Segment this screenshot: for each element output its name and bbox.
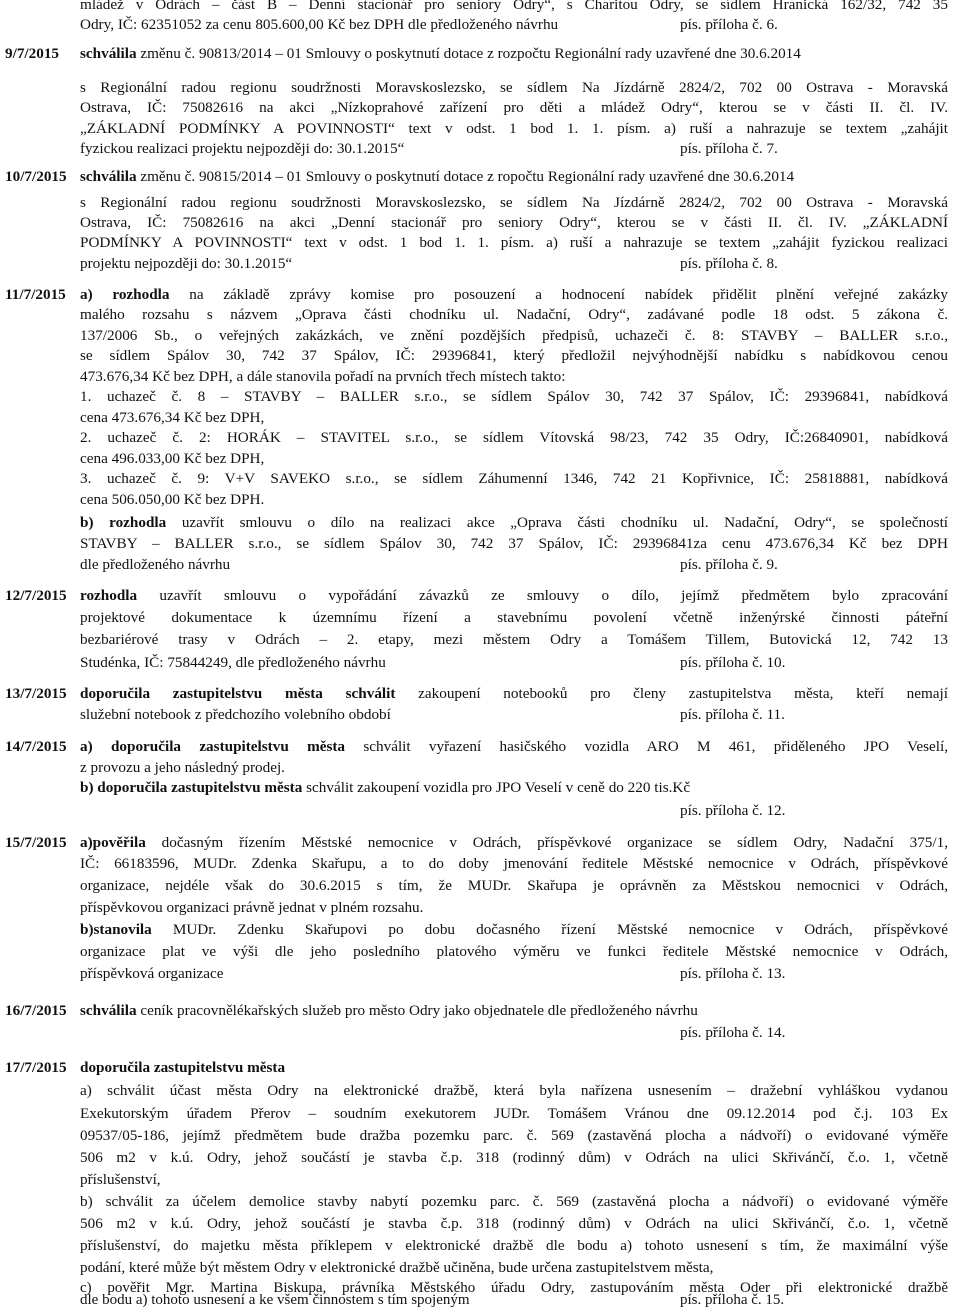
text-line: Studénka, IČ: 75844249, dle předloženého návrhu bbox=[80, 654, 386, 671]
text-line: 3. uchazeč č. 9: V+V SAVEKO s.r.o., se sídlem Záhumenní 1346, 742 21 Kopřivnice, IČ: 25818881, nabídková bbox=[80, 470, 948, 487]
text-span: dočasným řízením Městské nemocnice v Odrách, příspěvkové organizace se sídlem Odry, Nadační 375/1, bbox=[161, 834, 948, 851]
resolution-number: 10/7/2015 bbox=[5, 168, 67, 185]
text-line bbox=[80, 920, 948, 940]
text-line: organizace plat ve výši dle jeho posledního platového výměru ve funkci ředitele Městské nemocnice v Odrách, bbox=[80, 943, 948, 960]
text-line: b) schválit za účelem demolice stavby nabytí pozemku parc. č. 569 (zastavěná plocha a nádvoří) o evidované výměře bbox=[80, 1193, 948, 1210]
text-line: se sídlem Spálov 30, 742 37 Spálov, IČ: 29396841, který předložil nejvýhodnější nabídku s nabídkovou cenou bbox=[80, 347, 948, 364]
text-line bbox=[80, 833, 948, 853]
text-line: Odry, IČ: 62351052 za cenu 805.600,00 Kč bez DPH dle předloženého návrhu bbox=[80, 16, 559, 33]
text-line: bezbariérové trasy v Odrách – 2. etapy, mezi městem Odry a Tomášem Tillem, Butovická 12, 742 13 bbox=[80, 631, 948, 648]
resolution-verb: schválila bbox=[80, 45, 137, 62]
text-span: MUDr. Zdenku Skařupovi po dobu dočasného řízení Městské nemocnice v Odrách, příspěvkové bbox=[172, 921, 949, 938]
text-line: 2. uchazeč č. 2: HORÁK – STAVITEL s.r.o., se sídlem Vítovská 98/23, 742 35 Odry, IČ:26840901, nabídková bbox=[80, 429, 948, 446]
resolution-number: 14/7/2015 bbox=[5, 738, 67, 755]
text-line: malého rozsahu s názvem „Oprava části chodníku ul. Nadační, Odry“, zadávané podle 18 odst. 5 zákona č. bbox=[80, 306, 948, 323]
text-line: příspěvková organizace bbox=[80, 965, 224, 982]
resolution-verb: doporučila zastupitelstvu města schválit bbox=[80, 685, 396, 702]
resolution-verb: a) rozhodla bbox=[80, 286, 170, 303]
text-line: organizace, nejdéle však do 30.6.2015 s tím, že MUDr. Skařupa je oprávněn za Městskou nemocnici v Odrách, bbox=[80, 877, 948, 894]
resolution-number: 16/7/2015 bbox=[5, 1002, 67, 1019]
attachment-ref: pís. příloha č. 7. bbox=[680, 140, 778, 157]
text-line: z provozu a jeho následný prodej. bbox=[80, 759, 285, 776]
resolution-number: 12/7/2015 bbox=[5, 587, 67, 604]
text-line: PODMÍNKY A POVINNOSTI“ text v odst. 1 bod 1. 1. písm. a) ruší a nahrazuje se textem „zahájit fyzickou realizaci bbox=[80, 234, 948, 251]
text-span: schválit vyřazení hasičského vozidla ARO M 461, přiděleného JPO Veselí, bbox=[363, 738, 949, 755]
resolution-verb: b) rozhodla bbox=[80, 514, 167, 531]
text-line bbox=[80, 778, 948, 798]
text-span: zakoupení notebooků pro členy zastupitelstva města, kteří nemají bbox=[418, 685, 948, 702]
text-line: cena 473.676,34 Kč bez DPH, bbox=[80, 409, 265, 426]
text-line: příslušenství, bbox=[80, 1171, 161, 1188]
text-span: uzavřít smlouvu o vypořádání závazků ze smlouvy o dílo, jejímž předmětem bylo zpracování bbox=[159, 587, 948, 604]
text-line: Exekutorským úřadem Přerov – soudním exekutorem JUDr. Tomášem Vránou dne 09.12.2014 pod č.j. 103 Ex bbox=[80, 1105, 948, 1122]
text-line bbox=[80, 167, 948, 187]
attachment-ref: pís. příloha č. 14. bbox=[680, 1024, 786, 1041]
text-line bbox=[80, 1058, 948, 1078]
text-line: dle bodu a) tohoto usnesení a ke všem činnostem s tím spojeným bbox=[80, 1292, 470, 1308]
text-line: s Regionální radou regionu soudržnosti Moravskoslezsko, se sídlem Na Jízdárně 2824/2, 702 00 Ostrava - Moravská bbox=[80, 79, 948, 96]
text-line: STAVBY – BALLER s.r.o., se sídlem Spálov 30, 742 37 Spálov, IČ: 29396841za cenu 473.676,34 Kč bez DPH bbox=[80, 535, 948, 552]
text-line bbox=[80, 1001, 948, 1021]
attachment-ref: pís. příloha č. 11. bbox=[680, 706, 785, 723]
text-line bbox=[80, 285, 948, 305]
resolution-number: 15/7/2015 bbox=[5, 834, 67, 851]
text-line: fyzickou realizaci projektu nejpozději do: 30.1.2015“ bbox=[80, 140, 405, 157]
text-span: na základě zprávy komise pro posouzení a hodnocení nabídek přidělit plnění veřejné zakázky bbox=[189, 286, 948, 303]
text-line bbox=[80, 44, 948, 64]
attachment-ref: pís. příloha č. 8. bbox=[680, 255, 778, 272]
text-line: cena 496.033,00 Kč bez DPH, bbox=[80, 450, 265, 467]
text-line: s Regionální radou regionu soudržnosti Moravskoslezsko, se sídlem Na Jízdárně 2824/2, 702 00 Ostrava - Moravská bbox=[80, 194, 948, 211]
resolution-verb: doporučila zastupitelstvu města bbox=[80, 1059, 286, 1076]
resolution-verb: schválila bbox=[80, 168, 137, 185]
text-span: uzavřít smlouvu o dílo na realizaci akce „Oprava části chodníku ul. Nadační, Odry“, se společností bbox=[181, 514, 949, 531]
text-line: IČ: 66183596, MUDr. Zdenka Skařupu, a to do doby jmenování ředitele Městské nemocnice v Odrách, příspěvkové bbox=[80, 855, 948, 872]
resolution-verb: a) doporučila zastupitelstvu města bbox=[80, 738, 346, 755]
text-line: dle předloženého návrhu bbox=[80, 556, 231, 573]
text-line: příspěvkovou organizaci právně jednat v plném rozsahu. bbox=[80, 899, 424, 916]
text-line: 473.676,34 Kč bez DPH, a dále stanovila pořadí na prvních třech místech takto: bbox=[80, 368, 566, 385]
text-span: změnu č. 90815/2014 – 01 Smlouvy o poskytnutí dotace z ropočtu Regionální rady uzavřené dne 30.6.2014 bbox=[140, 168, 795, 185]
text-line: a) schválit účast města Odry na elektronické dražbě, která byla nařízena usnesením – dražební vyhláškou vydanou bbox=[80, 1082, 948, 1099]
text-line: cena 506.050,00 Kč bez DPH. bbox=[80, 491, 265, 508]
text-line bbox=[80, 684, 948, 704]
resolution-number: 13/7/2015 bbox=[5, 685, 67, 702]
text-line: Ostrava, IČ: 75082616 na akci „Nízkoprahové zařízení pro děti a mládež Odry“, kterou se v části II. čl. IV. bbox=[80, 99, 948, 116]
attachment-ref: pís. příloha č. 6. bbox=[680, 16, 778, 33]
text-line: podání, které může být městem Odry v elektronické dražbě učiněna, bude určena zastupitelstvem města, bbox=[80, 1259, 714, 1276]
attachment-ref: pís. příloha č. 9. bbox=[680, 556, 778, 573]
text-line: projektové dokumentace k územnímu řízení a stavebnímu povolení včetně inženýrské činnosti páteřní bbox=[80, 609, 948, 626]
text-line: 506 m2 v k.ú. Odry, jehož součástí je stavba č.p. 318 (rodinný dům) v Odrách na ulici Skřivánčí, č.o. 1, včetně bbox=[80, 1149, 948, 1166]
text-line: 1. uchazeč č. 8 – STAVBY – BALLER s.r.o., se sídlem Spálov 30, 742 37 Spálov, IČ: 29396841, nabídková bbox=[80, 388, 948, 405]
text-line: „ZÁKLADNÍ PODMÍNKY A POVINNOSTI“ text v odst. 1 bod 1. 1. písm. a) ruší a nahrazuje se textem „zahájit bbox=[80, 120, 948, 137]
text-line: c) pověřit Mgr. Martina Biskupa, právníka Městského úřadu Odry, zastupováním města Oder při elektronické dražbě bbox=[80, 1280, 948, 1296]
attachment-ref: pís. příloha č. 12. bbox=[680, 802, 786, 819]
text-line: příslušenství, do majetku města příklepem v elektronické dražbě dle bodu a) tohoto usnesení s tím, že maximální výše bbox=[80, 1237, 948, 1254]
text-line: projektu nejpozději do: 30.1.2015“ bbox=[80, 255, 293, 272]
text-line: služební notebook z předchozího volebního období bbox=[80, 706, 391, 723]
text-line bbox=[80, 586, 948, 606]
text-line: 506 m2 v k.ú. Odry, jehož součástí je stavba č.p. 318 (rodinný dům) v Odrách na ulici Skřivánčí, č.o. 1, včetně bbox=[80, 1215, 948, 1232]
resolution-verb: b) doporučila zastupitelstvu města bbox=[80, 779, 303, 796]
text-span: změnu č. 90813/2014 – 01 Smlouvy o poskytnutí dotace z rozpočtu Regionální rady uzavřené dne 30.6.2014 bbox=[140, 45, 801, 62]
resolution-verb: a)pověřila bbox=[80, 834, 146, 851]
attachment-ref: pís. příloha č. 13. bbox=[680, 965, 786, 982]
attachment-ref: pís. příloha č. 15. bbox=[680, 1292, 785, 1308]
text-span: ceník pracovnělékařských služeb pro město Odry jako objednatele dle předloženého návrhu bbox=[140, 1002, 698, 1019]
text-line: mládež v Odrách – část B – Denní stacionář pro seniory Odry“, s Charitou Odry, se sídlem Hranická 162/32, 742 35 bbox=[80, 0, 948, 13]
text-line: Ostrava, IČ: 75082616 na akci „Denní stacionář pro seniory Odry“, kterou se v části II. čl. IV. „ZÁKLADNÍ bbox=[80, 214, 948, 231]
text-line: 09537/05-186, jejímž předmětem bude dražba pozemku parc. č. 569 (zastavěná plocha a nádvoří) o evidované výměře bbox=[80, 1127, 948, 1144]
resolution-verb: b)stanovila bbox=[80, 921, 152, 938]
resolution-number: 17/7/2015 bbox=[5, 1059, 67, 1076]
text-line bbox=[80, 513, 948, 533]
resolution-verb: schválila bbox=[80, 1002, 137, 1019]
resolution-number: 11/7/2015 bbox=[5, 286, 66, 303]
text-line: 137/2006 Sb., o veřejných zakázkách, ve znění pozdějších předpisů, uchazeči č. 8: STAVBY – BALLER s.r.o., bbox=[80, 327, 948, 344]
resolution-verb: rozhodla bbox=[80, 587, 138, 604]
resolution-number: 9/7/2015 bbox=[5, 45, 60, 62]
text-span: schválit zakoupení vozidla pro JPO Veselí v ceně do 220 tis.Kč bbox=[306, 779, 691, 796]
attachment-ref: pís. příloha č. 10. bbox=[680, 654, 786, 671]
text-line bbox=[80, 737, 948, 757]
